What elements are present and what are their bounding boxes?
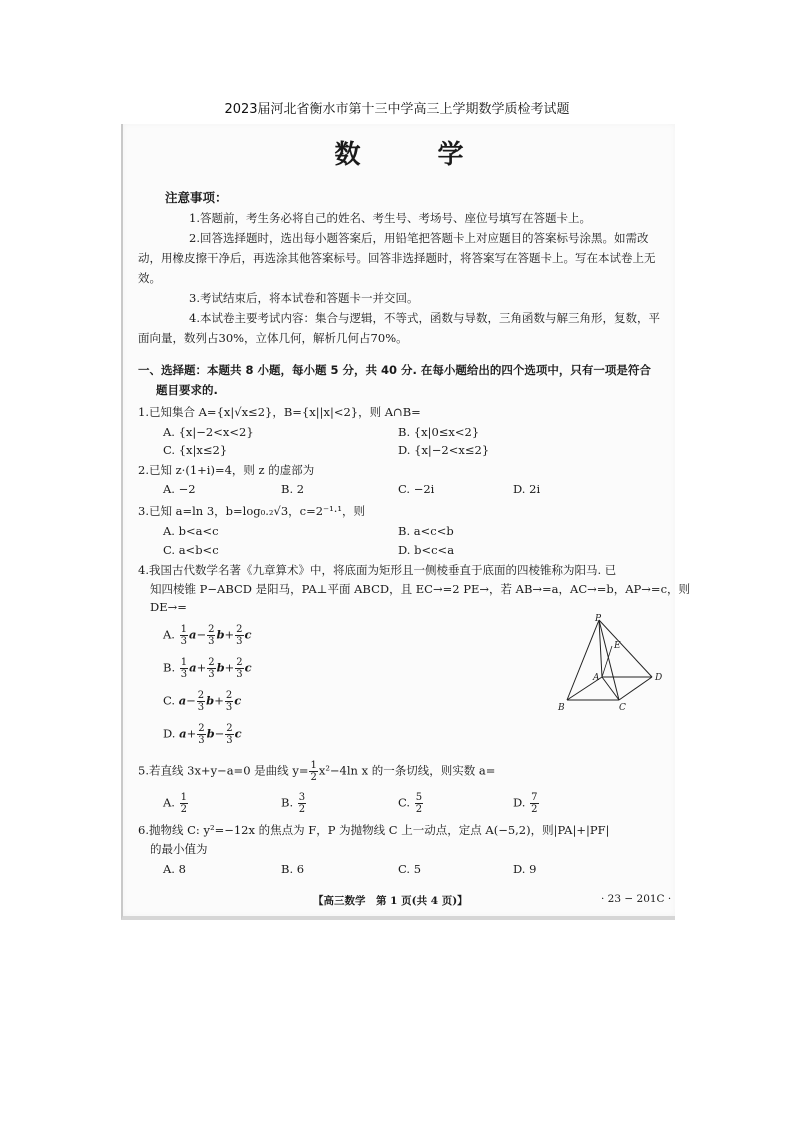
label-E: E: [614, 641, 621, 651]
q2-option-b: B. 2: [281, 482, 305, 496]
footer-page-info: 【高三数学 第 1 页(共 4 页)】: [313, 895, 468, 907]
q6-option-b: B. 6: [281, 862, 305, 876]
label-P: P: [595, 614, 602, 624]
label-C: C: [619, 703, 626, 713]
section-heading: 一、选择题：本题共 8 小题，每小题 5 分，共 40 分. 在每小题给出的四个选项中，只有一项是符合 题目要求的.: [138, 363, 651, 397]
q2-option-a: A. −2: [163, 482, 196, 496]
q1-option-a: A. {x|−2<x<2}: [163, 425, 254, 439]
question-6-line2: 的最小值为: [150, 842, 208, 856]
q5-option-b: B. $\frac{3}{2}$: [281, 792, 306, 815]
subject-title: 数 学: [334, 140, 498, 170]
exam-page-scan: [121, 124, 691, 920]
q4-option-b: B. $\frac{1}{3}$ a+ $\frac{2}{3}$ b+ $\frac{2}{3}$ c: [163, 657, 252, 680]
question-6-line1: 6.抛物线 C: y²=−12x 的焦点为 F，P 为抛物线 C 上一动点，定点 A(−5,2)，则|PA|+|PF|: [138, 823, 610, 837]
q1-option-d: D. {x|−2<x≤2}: [398, 443, 490, 457]
q6-option-a: A. 8: [163, 862, 186, 876]
q3-option-c: C. a<b<c: [163, 543, 219, 557]
question-4-line1: 4.我国古代数学名著《九章算术》中，将底面为矩形且一侧棱垂直于底面的四棱锥称为阳马. 已: [138, 563, 617, 577]
footer-code: · 23 − 201C ·: [601, 893, 672, 905]
pyramid-figure: [553, 614, 668, 714]
q6-option-c: C. 5: [398, 862, 422, 876]
q5-option-a: A. $\frac{1}{2}$: [163, 792, 187, 815]
label-D: D: [655, 673, 663, 683]
notice-heading: 注意事项：: [165, 190, 228, 205]
q3-option-d: D. b<c<a: [398, 543, 455, 557]
q1-option-b: B. {x|0≤x<2}: [398, 425, 480, 439]
notice-list: [138, 208, 668, 348]
notice-item: 2.回答选择题时，选出每小题答案后，用铅笔把答题卡上对应题目的答案标号涂黑。如需改动，用橡皮擦干净后，再选涂其他答案标号。回答非选择题时，将答案写在答题卡上。写在本试卷上无效。: [138, 231, 656, 285]
q2-option-d: D. 2i: [513, 482, 541, 496]
q3-option-b: B. a<c<b: [398, 524, 454, 538]
q4-option-c: C. a− $\frac{2}{3}$ b+ $\frac{2}{3}$ c: [163, 690, 242, 713]
q3-option-a: A. b<a<c: [163, 524, 219, 538]
question-5-stem: 5.若直线 3x+y−a=0 是曲线 y= $\frac{1}{2}$ x²−4ln x 的一条切线，则实数 a=: [138, 760, 496, 783]
question-3-stem: 3.已知 a=ln 3，b=log₀.₂√3，c=2⁻¹·¹，则: [138, 504, 365, 518]
page-title: 2023届河北省衡水市第十三中学高三上学期数学质检考试题: [224, 102, 570, 117]
q4-option-d: D. a+ $\frac{2}{3}$ b− $\frac{2}{3}$ c: [163, 723, 242, 746]
q5-option-d: D. $\frac{7}{2}$: [513, 792, 538, 815]
notice-item: 3.考试结束后，将本试卷和答题卡一并交回。: [189, 291, 419, 305]
question-2-stem: 2.已知 z·(1+i)=4，则 z 的虚部为: [138, 463, 315, 477]
q6-option-d: D. 9: [513, 862, 537, 876]
q2-option-c: C. −2i: [398, 482, 435, 496]
label-A: A: [593, 673, 600, 683]
question-4-line2: 知四棱锥 P−ABCD 是阳马，PA⊥平面 ABCD，且 EC→=2 PE→，若 AB→=a，AC→=b，AP→=c，则: [150, 582, 691, 596]
q4-option-a: A. $\frac{1}{3}$ a− $\frac{2}{3}$ b+ $\frac{2}{3}$ c: [163, 624, 252, 647]
q5-option-c: C. $\frac{5}{2}$: [398, 792, 423, 815]
q1-option-c: C. {x|x≤2}: [163, 443, 228, 457]
label-B: B: [558, 703, 565, 713]
question-4-line3: DE→=: [150, 600, 187, 614]
question-1-stem: 1.已知集合 A={x|√x≤2}，B={x||x|<2}，则 A∩B=: [138, 405, 421, 419]
notice-item: 4.本试卷主要考试内容：集合与逻辑，不等式，函数与导数，三角函数与解三角形，复数，平面向量，数列占30%，立体几何，解析几何占70%。: [138, 311, 660, 345]
notice-item: 1.答题前，考生务必将自己的姓名、考生号、考场号、座位号填写在答题卡上。: [189, 211, 591, 225]
